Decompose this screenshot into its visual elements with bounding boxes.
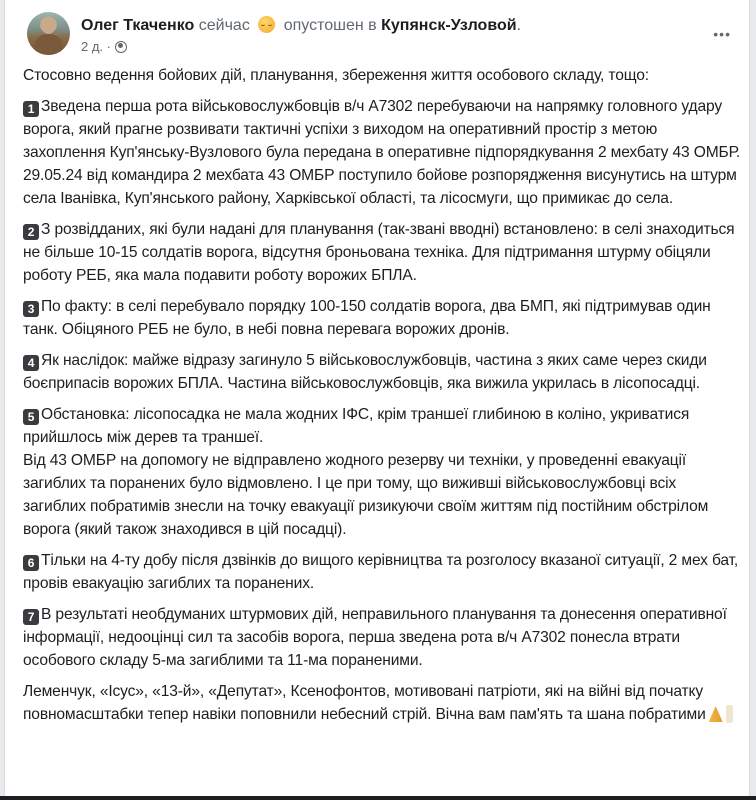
outro-paragraph <box>23 680 743 726</box>
avatar-body <box>35 34 62 55</box>
item-6-text: Тільки на 4-ту добу після дзвінків до вищого керівництва та розголосу вказаної ситуації, 2 мех бат, провів евакуацію загиблих та поранених. <box>23 552 739 592</box>
item-3 <box>23 295 743 341</box>
item-5 <box>23 403 743 541</box>
feeling-text: опустошен в <box>283 17 377 34</box>
item-4-text: Як наслідок: майже відразу загинуло 5 військовослужбовців, частина з яких саме через скиди боєприпасів ворожих БПЛА. Частина військовослужбовців, яка вижила укрилась в лісопосадці. <box>23 352 707 392</box>
location-suffix: . <box>516 17 522 34</box>
globe-icon[interactable] <box>115 41 127 53</box>
keycap-6-icon: 6 <box>23 555 39 571</box>
keycap-3-icon: 3 <box>23 301 39 317</box>
activity-time: сейчас <box>198 17 250 34</box>
item-1 <box>23 95 743 210</box>
keycap-5-icon: 5 <box>23 409 39 425</box>
separator: · <box>106 39 112 54</box>
intro-paragraph: Стосовно ведення бойових дій, планування, збереження життя особового складу, тощо: <box>23 67 649 84</box>
more-options-button[interactable]: ••• <box>713 26 731 42</box>
pensive-face-icon <box>258 16 275 33</box>
location-link[interactable]: Купянск-Узловой <box>381 17 517 34</box>
keycap-4-icon: 4 <box>23 355 39 371</box>
author-name[interactable]: Олег Ткаченко <box>81 17 195 34</box>
item-7-text: В результаті необдуманих штурмових дій, неправильного планування та донесення оперативної інформації, недооцінці сил та засобів ворога, перша зведена рота в/ч А7302 понесла втрати особового складу 5-ма загиблими та 11-ма пораненими. <box>23 606 727 669</box>
post-body <box>23 64 743 734</box>
keycap-7-icon: 7 <box>23 609 39 625</box>
item-2-text: З розвідданих, які були надані для планування (так-звані вводні) встановлено: в селі знаходиться не більше 10-15 солдатів ворога, відсутня броньована техніка. Для підтримання штурму обіцяли роботу РЕБ, яка мала подавити роботу ворожих БПЛА. <box>23 221 735 284</box>
item-1-text: Зведена перша рота військовослужбовців в/ч А7302 перебуваючи на напрямку головного удару ворога, який прагне розвивати тактичні успіхи з виходом на оперативний простір з метою захоплення Куп'янську-Вузлового була передана в оперативне підпорядкування 2 мехбату 43 ОМБР. <box>23 98 741 161</box>
candle-icon <box>726 705 733 723</box>
item-6 <box>23 549 743 595</box>
item-3-text: По факту: в селі перебувало порядку 100-150 солдатів ворога, два БМП, які підтримував один танк. Обіцяного РЕБ не було, в небі повна перевага ворожих дронів. <box>23 298 711 338</box>
meta-line <box>81 39 127 54</box>
item-2 <box>23 218 743 287</box>
keycap-1-icon: 1 <box>23 101 39 117</box>
outro-text: Леменчук, «Ісус», «13-й», «Депутат», Ксенофонтов, мотивовані патріоти, які на війні від початку повномасштабки тепер навіки поповнили небесний стрій. Вічна вам пам'ять та шана побратими <box>23 683 706 723</box>
post-card <box>4 0 750 796</box>
avatar-head <box>42 20 55 34</box>
timestamp[interactable]: 2 д. <box>81 39 104 54</box>
item-5-text: Обстановка: лісопосадка не мала жодних ІФС, крім траншеї глибиною в коліно, укриватися прийшлось між дерев та траншеї. <box>23 406 690 446</box>
folded-hands-icon <box>709 706 723 722</box>
keycap-2-icon: 2 <box>23 224 39 240</box>
item-7 <box>23 603 743 672</box>
bottom-border <box>0 796 756 800</box>
author-line <box>81 16 521 35</box>
item-5-text2: Від 43 ОМБР на допомогу не відправлено жодного резерву чи техніки, у проведенні евакуації загиблих та поранених було відмовлено. І це при тому, що вижившi військовослужбовці всіх загиблих побратимів знесли на точку евакуації ризикуючи своїм життям під постійним обстрілом ворога (який також знаходився в цій посадці). <box>23 452 709 538</box>
avatar[interactable] <box>27 12 70 55</box>
item-1-text2: 29.05.24 від командира 2 мехбата 43 ОМБР поступило бойове розпорядження висунутись на штурм села Іванівка, Куп'янського району, Харківської області, та лісосмуги, що примикає до села. <box>23 167 737 207</box>
item-4 <box>23 349 743 395</box>
post-header <box>23 12 743 58</box>
